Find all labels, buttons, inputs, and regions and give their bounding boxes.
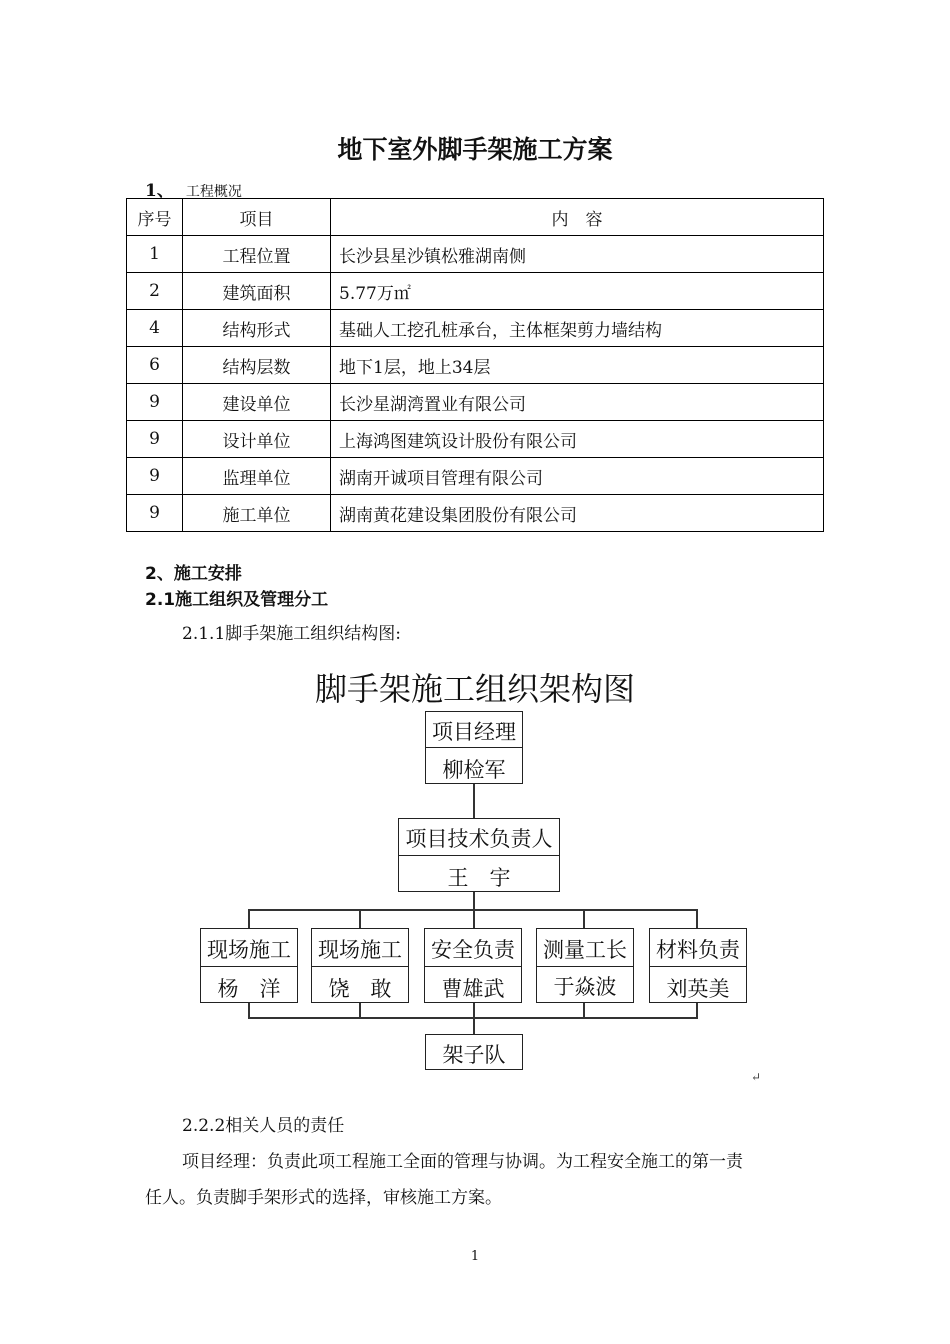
connector-drop-5 [696,909,698,928]
row-item: 施工单位 [183,495,331,532]
org-box-materials [649,928,747,1003]
connector-rise-5 [696,1002,698,1018]
table-row [127,421,824,458]
box-divider [537,966,633,967]
row-content: 湖南黄花建设集团股份有限公司 [331,495,824,532]
row-content: 长沙星湖湾置业有限公司 [331,384,824,421]
section-2-heading: 2、施工安排 [145,564,242,584]
connector-manager-tech [473,783,475,821]
tech-lead-role: 项目技术负责人 [405,827,553,851]
paragraph-mark: ↵ [751,1070,762,1084]
team-name: 架子队 [442,1043,506,1067]
row-number: 9 [127,458,183,495]
row-number: 9 [127,495,183,532]
row-number: 2 [127,273,183,310]
section-1-number: 1、 [145,181,174,201]
manager-name: 柳检军 [442,758,506,782]
connector-rise-2 [359,1002,361,1018]
row-content: 5.77万㎡ [331,273,824,310]
section-2-2-2-heading: 2.2.2相关人员的责任 [182,1116,345,1136]
connector-bottom-bus [248,1017,698,1019]
table-row [127,236,824,273]
org-box-scaffold-team [425,1034,523,1070]
row-item: 设计单位 [183,421,331,458]
connector-drop-2 [359,909,361,928]
connector-drop-1 [248,909,250,928]
staff-role: 测量工长 [543,938,627,962]
table-row [127,495,824,532]
project-overview-table [126,198,824,532]
org-box-site-construction-2 [311,928,409,1003]
org-box-survey [536,928,634,1003]
row-content: 长沙县星沙镇松雅湖南侧 [331,236,824,273]
box-divider [426,747,522,748]
row-item: 工程位置 [183,236,331,273]
table-row [127,384,824,421]
staff-role: 现场施工 [207,938,291,962]
staff-name: 刘英美 [666,977,730,1001]
manager-role: 项目经理 [432,720,516,744]
tech-lead-name: 王 宇 [447,866,511,890]
staff-name: 曹雄武 [441,977,505,1001]
staff-role: 现场施工 [318,938,402,962]
staff-role: 安全负责 [431,938,515,962]
org-chart-title: 脚手架施工组织架构图 [314,670,635,708]
connector-rise-4 [583,1002,585,1018]
box-divider [425,966,521,967]
row-content: 地下1层，地上34层 [331,347,824,384]
row-item: 监理单位 [183,458,331,495]
org-box-tech-lead [398,818,560,892]
connector-drop-4 [583,909,585,928]
connector-drop-3 [473,909,475,928]
org-box-project-manager [425,711,523,784]
box-divider [399,855,559,856]
row-number: 6 [127,347,183,384]
org-box-site-construction-1 [200,928,298,1003]
row-item: 结构层数 [183,347,331,384]
document-title: 地下室外脚手架施工方案 [337,135,613,164]
row-item: 结构形式 [183,310,331,347]
table-row [127,458,824,495]
row-content: 基础人工挖孔桩承台，主体框架剪力墙结构 [331,310,824,347]
table-row [127,310,824,347]
staff-name: 杨 洋 [217,977,281,1001]
connector-tech-bus [473,891,475,910]
row-number: 9 [127,384,183,421]
row-item: 建筑面积 [183,273,331,310]
row-number: 4 [127,310,183,347]
section-2-1-heading: 2.1施工组织及管理分工 [145,590,329,610]
table-row [127,347,824,384]
staff-name: 饶 敢 [328,977,392,1001]
box-divider [650,966,746,967]
staff-name: 于焱波 [553,975,617,999]
header-item: 项目 [183,199,331,236]
header-number: 序号 [127,199,183,236]
box-divider [201,966,297,967]
section-2-1-1-heading: 2.1.1脚手架施工组织结构图: [182,624,401,644]
page-number: 1 [470,1249,480,1264]
staff-role: 材料负责 [656,938,740,962]
row-content: 上海鸿图建筑设计股份有限公司 [331,421,824,458]
paragraph-line-2: 任人。负责脚手架形式的选择，审核施工方案。 [145,1188,502,1208]
row-content: 湖南开诚项目管理有限公司 [331,458,824,495]
row-number: 9 [127,421,183,458]
header-content: 内 容 [331,199,824,236]
org-box-safety [424,928,522,1003]
section-1-title: 工程概况 [185,184,242,200]
box-divider [312,966,408,967]
table-header-row [127,199,824,236]
paragraph-line-1: 项目经理：负责此项工程施工全面的管理与协调。为工程安全施工的第一责 [182,1152,743,1172]
connector-rise-1 [248,1002,250,1018]
row-number: 1 [127,236,183,273]
table-row [127,273,824,310]
row-item: 建设单位 [183,384,331,421]
